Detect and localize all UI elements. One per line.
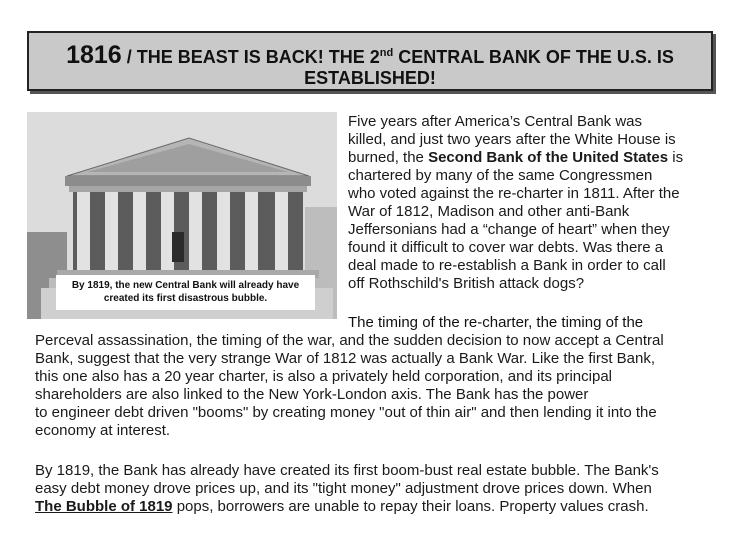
- paragraph-2-line: shareholders are also linked to the New York-London axis. The Bank has the power: [35, 386, 589, 403]
- paragraph-1-line: Jeffersonians had a “change of heart” when they: [348, 221, 670, 238]
- paragraph-3-line: [35, 498, 725, 516]
- paragraph-2: [35, 332, 725, 440]
- paragraph-1-line: off Rothschild's British attack dogs?: [348, 275, 585, 292]
- paragraph-1-line: deal made to re-establish a Bank in order to call: [348, 257, 666, 274]
- image-caption: [56, 275, 315, 310]
- title-banner: [27, 31, 713, 91]
- image-caption-line-1: By 1819, the new Central Bank will already have: [71, 280, 300, 291]
- title-year: 1816: [66, 41, 122, 69]
- paragraph-1-line: found it difficult to cover war debts. Was there a: [348, 239, 664, 256]
- paragraph-2-line: to engineer debt driven "booms" by creating money "out of thin air" and then lending it into the: [35, 404, 657, 421]
- paragraph-1-text: burned, the: [348, 149, 429, 166]
- paragraph-3-text: pops, borrowers are unable to repay their loans. Property values crash.: [172, 498, 649, 515]
- paragraph-2-first-line: The timing of the re-charter, the timing of the: [348, 314, 644, 331]
- paragraph-2-line: this one also has a 20 year charter, is also a privately held corporation, and its principal: [35, 368, 612, 385]
- bubble-of-1819-link[interactable]: The Bubble of 1819: [35, 498, 173, 515]
- paragraph-1-text: is: [668, 149, 684, 166]
- title-separator: /: [121, 47, 137, 67]
- paragraph-1-line: War of 1812, Madison and other anti-Bank: [348, 203, 630, 220]
- title-line-1: [29, 41, 711, 70]
- paragraph-3-line: By 1819, the Bank has already have created its first boom-bust real estate bubble. The Bank's: [35, 462, 659, 479]
- paragraph-1-line: who voted against the re-charter in 1811. After the: [348, 185, 680, 202]
- paragraph-2-line: Perceval assassination, the timing of the war, and the sudden decision to now accept a Central: [35, 332, 664, 349]
- paragraph-1-line: Five years after America’s Central Bank was: [348, 113, 643, 130]
- image-caption-line-2: created its first disastrous bubble.: [103, 293, 268, 304]
- paragraph-3-line: easy debt money drove prices up, and its "tight money" adjustment drove prices down. When: [35, 480, 652, 497]
- paragraph-1-line: [348, 149, 718, 167]
- paragraph-2-line: economy at interest.: [35, 422, 171, 439]
- paragraph-1-line: chartered by many of the same Congressmen: [348, 167, 653, 184]
- paragraph-3: [35, 462, 725, 516]
- title-text-part1: THE BEAST IS BACK! THE 2: [136, 47, 380, 67]
- title-line-2: ESTABLISHED!: [304, 68, 436, 88]
- second-bank-bold: Second Bank of the United States: [428, 149, 669, 166]
- title-text-part2: CENTRAL BANK OF THE U.S. IS: [393, 47, 674, 67]
- paragraph-1: [348, 113, 718, 293]
- paragraph-2-line: Bank, suggest that the very strange War of 1812 was actually a Bank War. Like the first Bank,: [35, 350, 656, 367]
- paragraph-1-line: killed, and just two years after the White House is: [348, 131, 676, 148]
- title-superscript: nd: [379, 47, 394, 59]
